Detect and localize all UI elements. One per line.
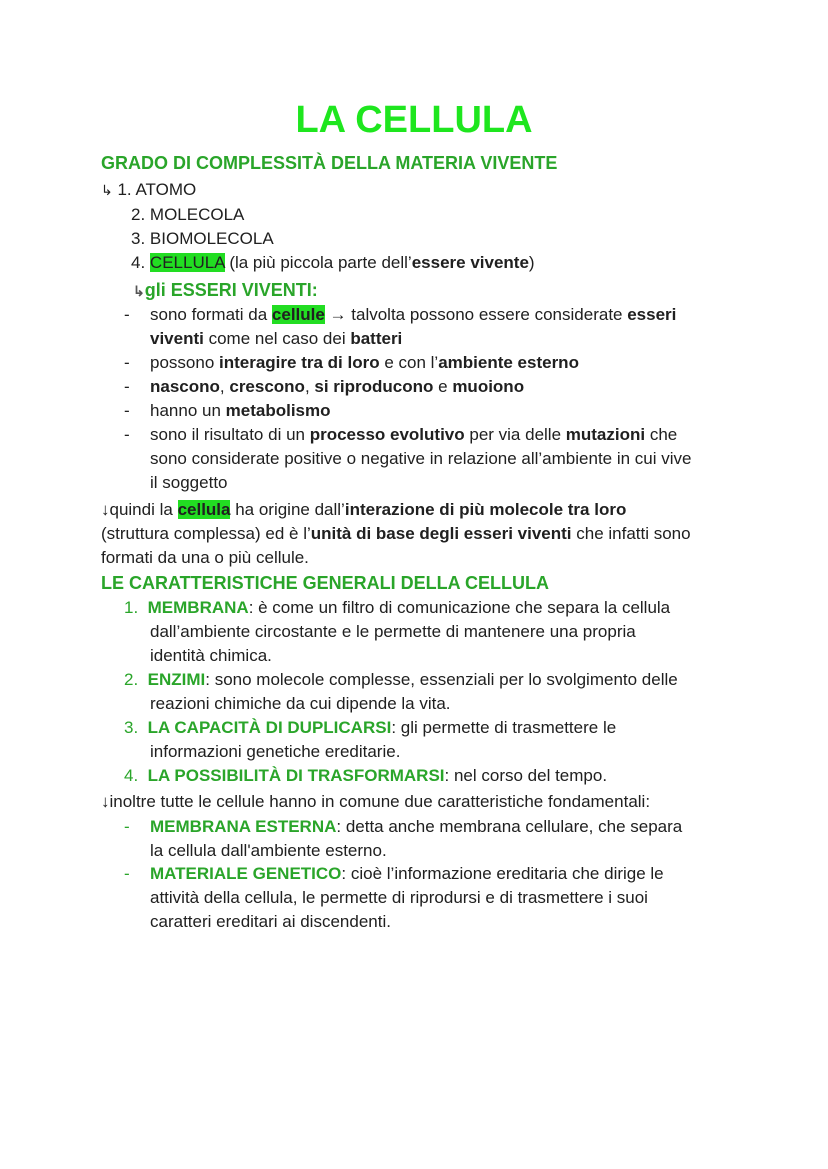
page-title: LA CELLULA (295, 99, 533, 141)
bullet-5-line-1: sono il risultato di un processo evolutivo per via delle mutazioni che (150, 425, 678, 444)
highlight-cellula: CELLULA (149, 253, 225, 272)
paragraph-1-line-1: ↓quindi la cellula ha origine dall’interazione di più molecole tra loro (101, 500, 627, 519)
arrow-icon: ↳ (101, 182, 113, 198)
level-label: ATOMO (135, 180, 197, 199)
level-num: 4. (131, 253, 146, 272)
section-heading-characteristics: LE CARATTERISTICHE GENERALI DELLA CELLULA (101, 573, 549, 593)
bullet-1-line-1: sono formati da cellule → talvolta possono essere considerate esseri (150, 305, 677, 324)
paragraph-1-line-2: (struttura complessa) ed è l’unità di base degli esseri viventi che infatti sono (101, 524, 691, 543)
subheading-text: gli ESSERI VIVENTI: (144, 280, 318, 300)
bullet-5-line-2: sono considerate positive o negative in relazione all’ambiente in cui vive (150, 449, 692, 468)
bullet-3: nascono, crescono, si riproducono e muoiono (150, 377, 525, 396)
bullet-2: possono interagire tra di loro e con l’ambiente esterno (150, 353, 579, 372)
section-heading-complexity: GRADO DI COMPLESSITÀ DELLA MATERIA VIVENTE (101, 153, 558, 173)
bullet-icon: - (124, 817, 130, 836)
char-item-1-line-1: 1. MEMBRANA: è come un filtro di comunicazione che separa la cellula (124, 598, 671, 617)
common-item-2-line-2: attività della cellula, le permette di riprodursi e di trasmettere i suoi (150, 888, 648, 907)
bullet-icon: - (124, 377, 130, 396)
level-note-bold: essere vivente (411, 253, 529, 272)
common-item-1-line-1: MEMBRANA ESTERNA: detta anche membrana cellulare, che separa (150, 817, 683, 836)
char-item-1-line-2: dall’ambiente circostante e le permette di mantenere una propria (150, 622, 636, 641)
highlight-cellula: cellula (177, 500, 231, 519)
paragraph-1-line-3: formati da una o più cellule. (101, 548, 309, 567)
char-item-2-line-1: 2. ENZIMI: sono molecole complesse, essenziali per lo svolgimento delle (124, 670, 678, 689)
level-num: 3. (131, 229, 146, 248)
arrow-down-icon: ↓ (101, 500, 110, 519)
paragraph-2: ↓inoltre tutte le cellule hanno in comune due caratteristiche fondamentali: (101, 792, 651, 811)
level-label: MOLECOLA (149, 205, 245, 224)
bullet-icon: - (124, 353, 130, 372)
common-item-2-line-1: MATERIALE GENETICO: cioè l’informazione ereditaria che dirige le (150, 864, 664, 883)
bullet-icon: - (124, 425, 130, 444)
level-item-2 (131, 203, 244, 227)
highlight-cellule: cellule (271, 305, 325, 324)
common-item-1-line-2: la cellula dall'ambiente esterno. (150, 841, 387, 860)
char-item-1-line-3: identità chimica. (150, 646, 272, 665)
level-label: BIOMOLECOLA (149, 229, 274, 248)
bullet-icon: - (124, 864, 130, 883)
level-note: (la più piccola parte dell’ (224, 253, 412, 272)
level-item-1 (101, 178, 196, 202)
arrow-down-icon: ↓ (101, 792, 110, 811)
common-item-2-line-3: caratteri ereditari ai discendenti. (150, 912, 391, 931)
bullet-4: hanno un metabolismo (150, 401, 331, 420)
bullet-icon: - (124, 305, 130, 324)
char-item-3-line-2: informazioni genetiche ereditarie. (150, 742, 401, 761)
arrow-icon: ↳ (133, 283, 145, 299)
bullet-icon: - (124, 401, 130, 420)
level-num: 2. (131, 205, 146, 224)
char-item-3-line-1: 3. LA CAPACITÀ DI DUPLICARSI: gli permette di trasmettere le (124, 718, 617, 737)
level-num: 1. (117, 180, 132, 199)
subheading-living-beings (133, 278, 318, 303)
bullet-1-line-2: viventi come nel caso dei batteri (150, 329, 403, 348)
char-item-4: 4. LA POSSIBILITÀ DI TRASFORMARSI: nel corso del tempo. (124, 766, 608, 785)
level-item-4 (131, 251, 535, 275)
level-note-end: ) (528, 253, 535, 272)
bullet-5-line-3: il soggetto (150, 473, 228, 492)
level-item-3 (131, 227, 274, 251)
char-item-2-line-2: reazioni chimiche da cui dipende la vita. (150, 694, 451, 713)
